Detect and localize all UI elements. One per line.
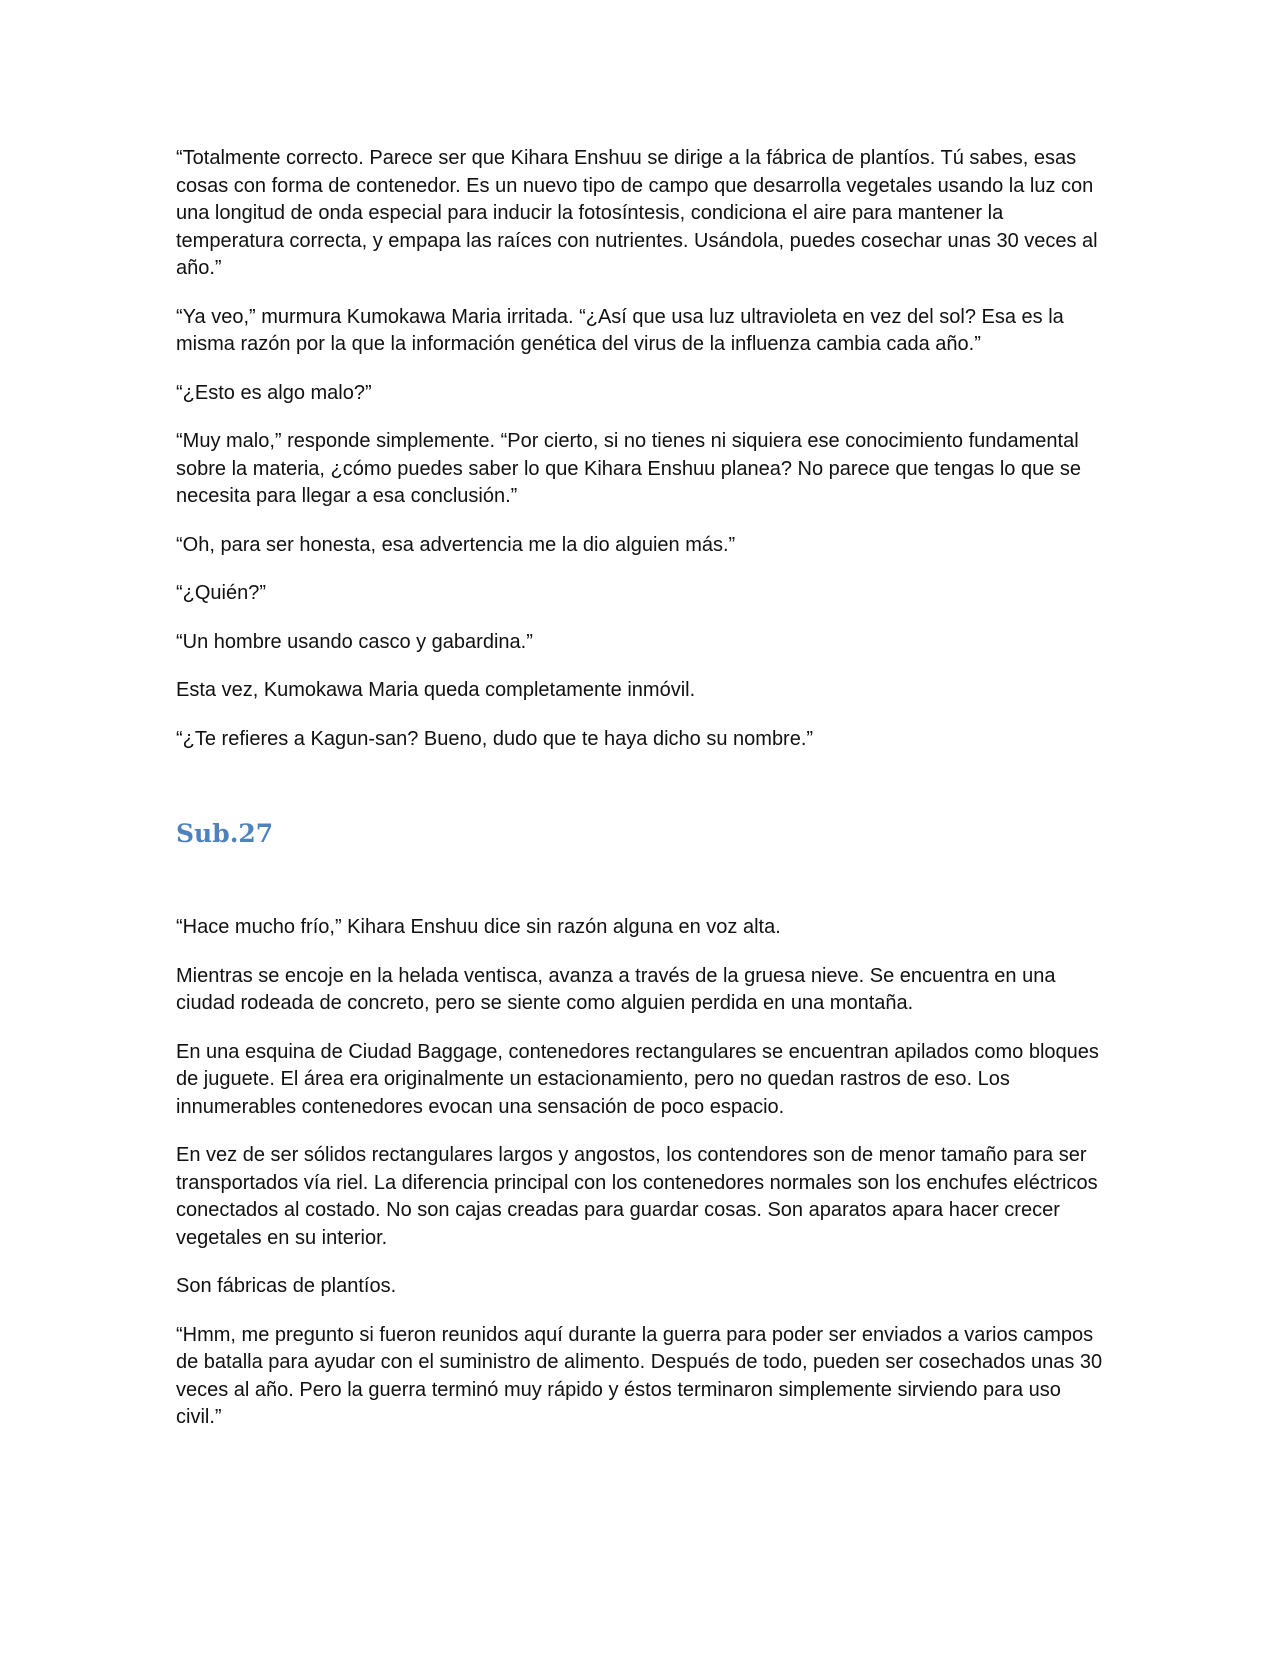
paragraph: “Hace mucho frío,” Kihara Enshuu dice sin razón alguna en voz alta. xyxy=(176,916,781,938)
document-page xyxy=(176,145,1106,1453)
paragraph: “Hmm, me pregunto si fueron reunidos aquí durante la guerra para poder ser enviados a varios campos de batalla para ayudar con el suministro de alimento. Después de todo, pueden ser cosechados unas 30 veces al año. Pero la guerra terminó muy rápido y éstos terminaron simplemente sirviendo para uso civil.” xyxy=(176,1323,1103,1428)
paragraph: “¿Esto es algo malo?” xyxy=(176,381,372,404)
paragraph: “Ya veo,” murmura Kumokawa Maria irritada. “¿Así que usa luz ultravioleta en vez del sol? Esa es la misma razón por la que la información genética del virus de la influenza cambia cada año.” xyxy=(176,305,1064,355)
paragraph: Esta vez, Kumokawa Maria queda completamente inmóvil. xyxy=(176,679,696,701)
paragraph: “Un hombre usando casco y gabardina.” xyxy=(176,630,533,653)
paragraph: En una esquina de Ciudad Baggage, contenedores rectangulares se encuentran apilados como bloques de juguete. El área era originalmente un estacionamiento, pero no quedan rastros de eso. Los innumerables contenedores evocan una sensación de poco espacio. xyxy=(176,1040,1099,1118)
paragraph: “¿Te refieres a Kagun-san? Bueno, dudo que te haya dicho su nombre.” xyxy=(176,727,814,750)
section-heading: Sub.27 xyxy=(176,819,274,848)
paragraph: Son fábricas de plantíos. xyxy=(176,1275,397,1297)
paragraph: “Muy malo,” responde simplemente. “Por cierto, si no tienes ni siquiera ese conocimiento fundamental sobre la materia, ¿cómo puedes saber lo que Kihara Enshuu planea? No parece que tengas lo que se necesita para llegar a esa conclusión.” xyxy=(176,430,1082,507)
paragraph: “Oh, para ser honesta, esa advertencia me la dio alguien más.” xyxy=(176,533,736,556)
paragraph: Mientras se encoje en la helada ventisca, avanza a través de la gruesa nieve. Se encuentra en una ciudad rodeada de concreto, pero se siente como alguien perdida en una montaña. xyxy=(176,964,1056,1014)
paragraph: En vez de ser sólidos rectangulares largos y angostos, los contendores son de menor tamaño para ser transportados vía riel. La diferencia principal con los contenedores normales son los enchufes eléctricos conectados al costado. No son cajas creadas para guardar cosas. Son aparatos apara hacer crecer vegetales en su interior. xyxy=(176,1144,1098,1249)
paragraph: “Totalmente correcto. Parece ser que Kihara Enshuu se dirige a la fábrica de plantíos. Tú sabes, esas cosas con forma de contenedor. Es un nuevo tipo de campo que desarrolla vegetales usando la luz con una longitud de onda especial para inducir la fotosíntesis, condiciona el aire para mantener la temperatura correcta, y empapa las raíces con nutrientes. Usándola, puedes cosechar unas 30 veces al año.” xyxy=(176,147,1098,279)
paragraph: “¿Quién?” xyxy=(176,582,267,604)
